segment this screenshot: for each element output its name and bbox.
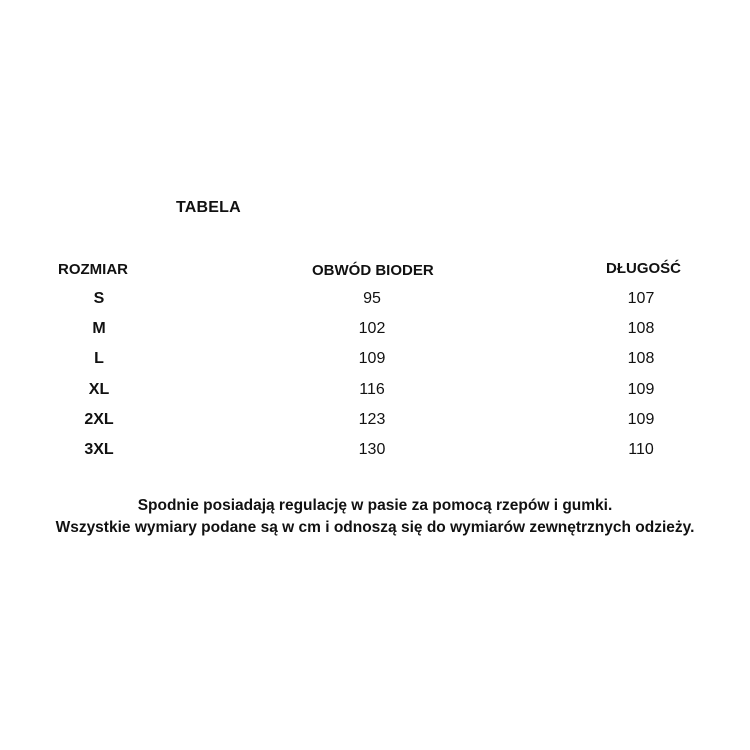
note-adjustment: Spodnie posiadają regulację w pasie za pomocą rzepów i gumki.: [137, 497, 613, 514]
size-cell: XL: [88, 380, 110, 398]
size-cell: 2XL: [84, 410, 114, 428]
table-row: [0, 437, 750, 467]
length-cell: 109: [627, 380, 655, 398]
table-row: [0, 346, 750, 376]
table-title: TABELA: [176, 199, 241, 216]
hip-cell: 116: [359, 380, 385, 398]
length-cell: 109: [627, 410, 655, 428]
hip-cell: 109: [358, 350, 386, 368]
table-row: [0, 286, 750, 316]
table-row: [0, 377, 750, 407]
length-cell: 108: [627, 320, 655, 338]
size-cell: S: [93, 290, 105, 307]
hip-cell: 95: [363, 290, 381, 307]
length-cell: 110: [628, 440, 654, 458]
length-cell: 108: [627, 350, 655, 368]
size-cell: 3XL: [84, 440, 114, 458]
column-header-size: ROZMIAR: [58, 261, 128, 278]
size-cell: L: [94, 350, 104, 368]
column-header-hip-circumference: OBWÓD BIODER: [312, 262, 434, 279]
hip-cell: 130: [358, 440, 386, 458]
length-cell: 107: [627, 290, 655, 307]
hip-cell: 102: [358, 320, 386, 338]
table-row: [0, 407, 750, 437]
size-table-body: [0, 286, 750, 467]
size-cell: M: [92, 320, 106, 338]
hip-cell: 123: [358, 410, 386, 428]
column-header-length: DŁUGOŚĆ: [606, 260, 681, 277]
table-row: [0, 316, 750, 346]
note-measurements: Wszystkie wymiary podane są w cm i odnoszą się do wymiarów zewnętrznych odzieży.: [55, 519, 695, 536]
